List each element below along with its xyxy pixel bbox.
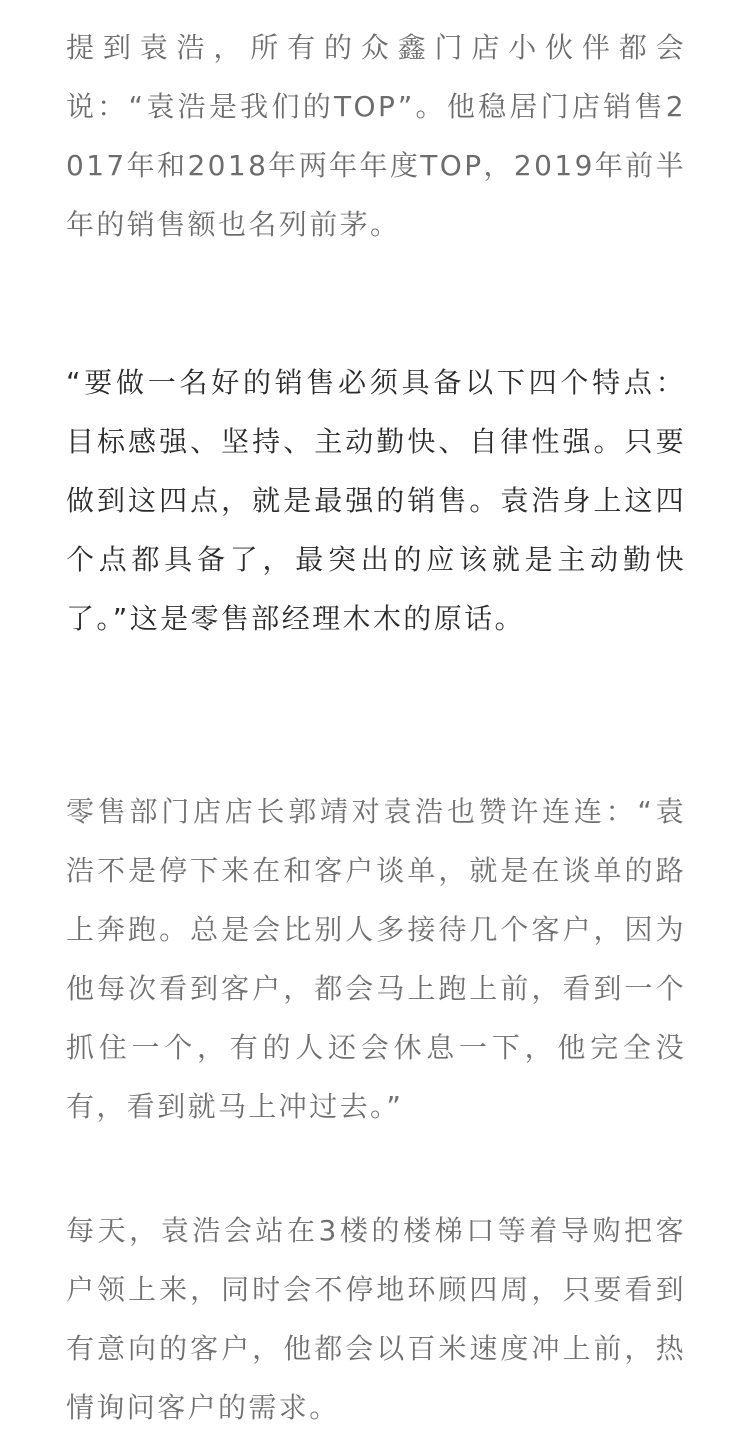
paragraph-intro: 提到袁浩，所有的众鑫门店小伙伴都会说：“袁浩是我们的TOP”。他稳居门店销售2017年和2018年两年年度TOP，2019年前半年的销售额也名列前茅。: [66, 31, 686, 241]
paragraph-daily-routine: 每天，袁浩会站在3楼的楼梯口等着导购把客户领上来，同时会不停地环顾四周，只要看到有意向的客户，他都会以百米速度冲上前，热情询问客户的需求。: [66, 1214, 686, 1424]
paragraph-manager-quote: “要做一名好的销售必须具备以下四个特点：目标感强、坚持、主动勤快、自律性强。只要做到这四点，就是最强的销售。袁浩身上这四个点都具备了，最突出的应该就是主动勤快了。”这是零售部经理木木的原话。: [66, 366, 686, 635]
paragraph-store-manager-quote: 零售部门店店长郭靖对袁浩也赞许连连：“袁浩不是停下来在和客户谈单，就是在谈单的路上奔跑。总是会比别人多接待几个客户，因为他每次看到客户，都会马上跑上前，看到一个抓住一个，有的人还会休息一下，他完全没有，看到就马上冲过去。”: [66, 795, 686, 1123]
